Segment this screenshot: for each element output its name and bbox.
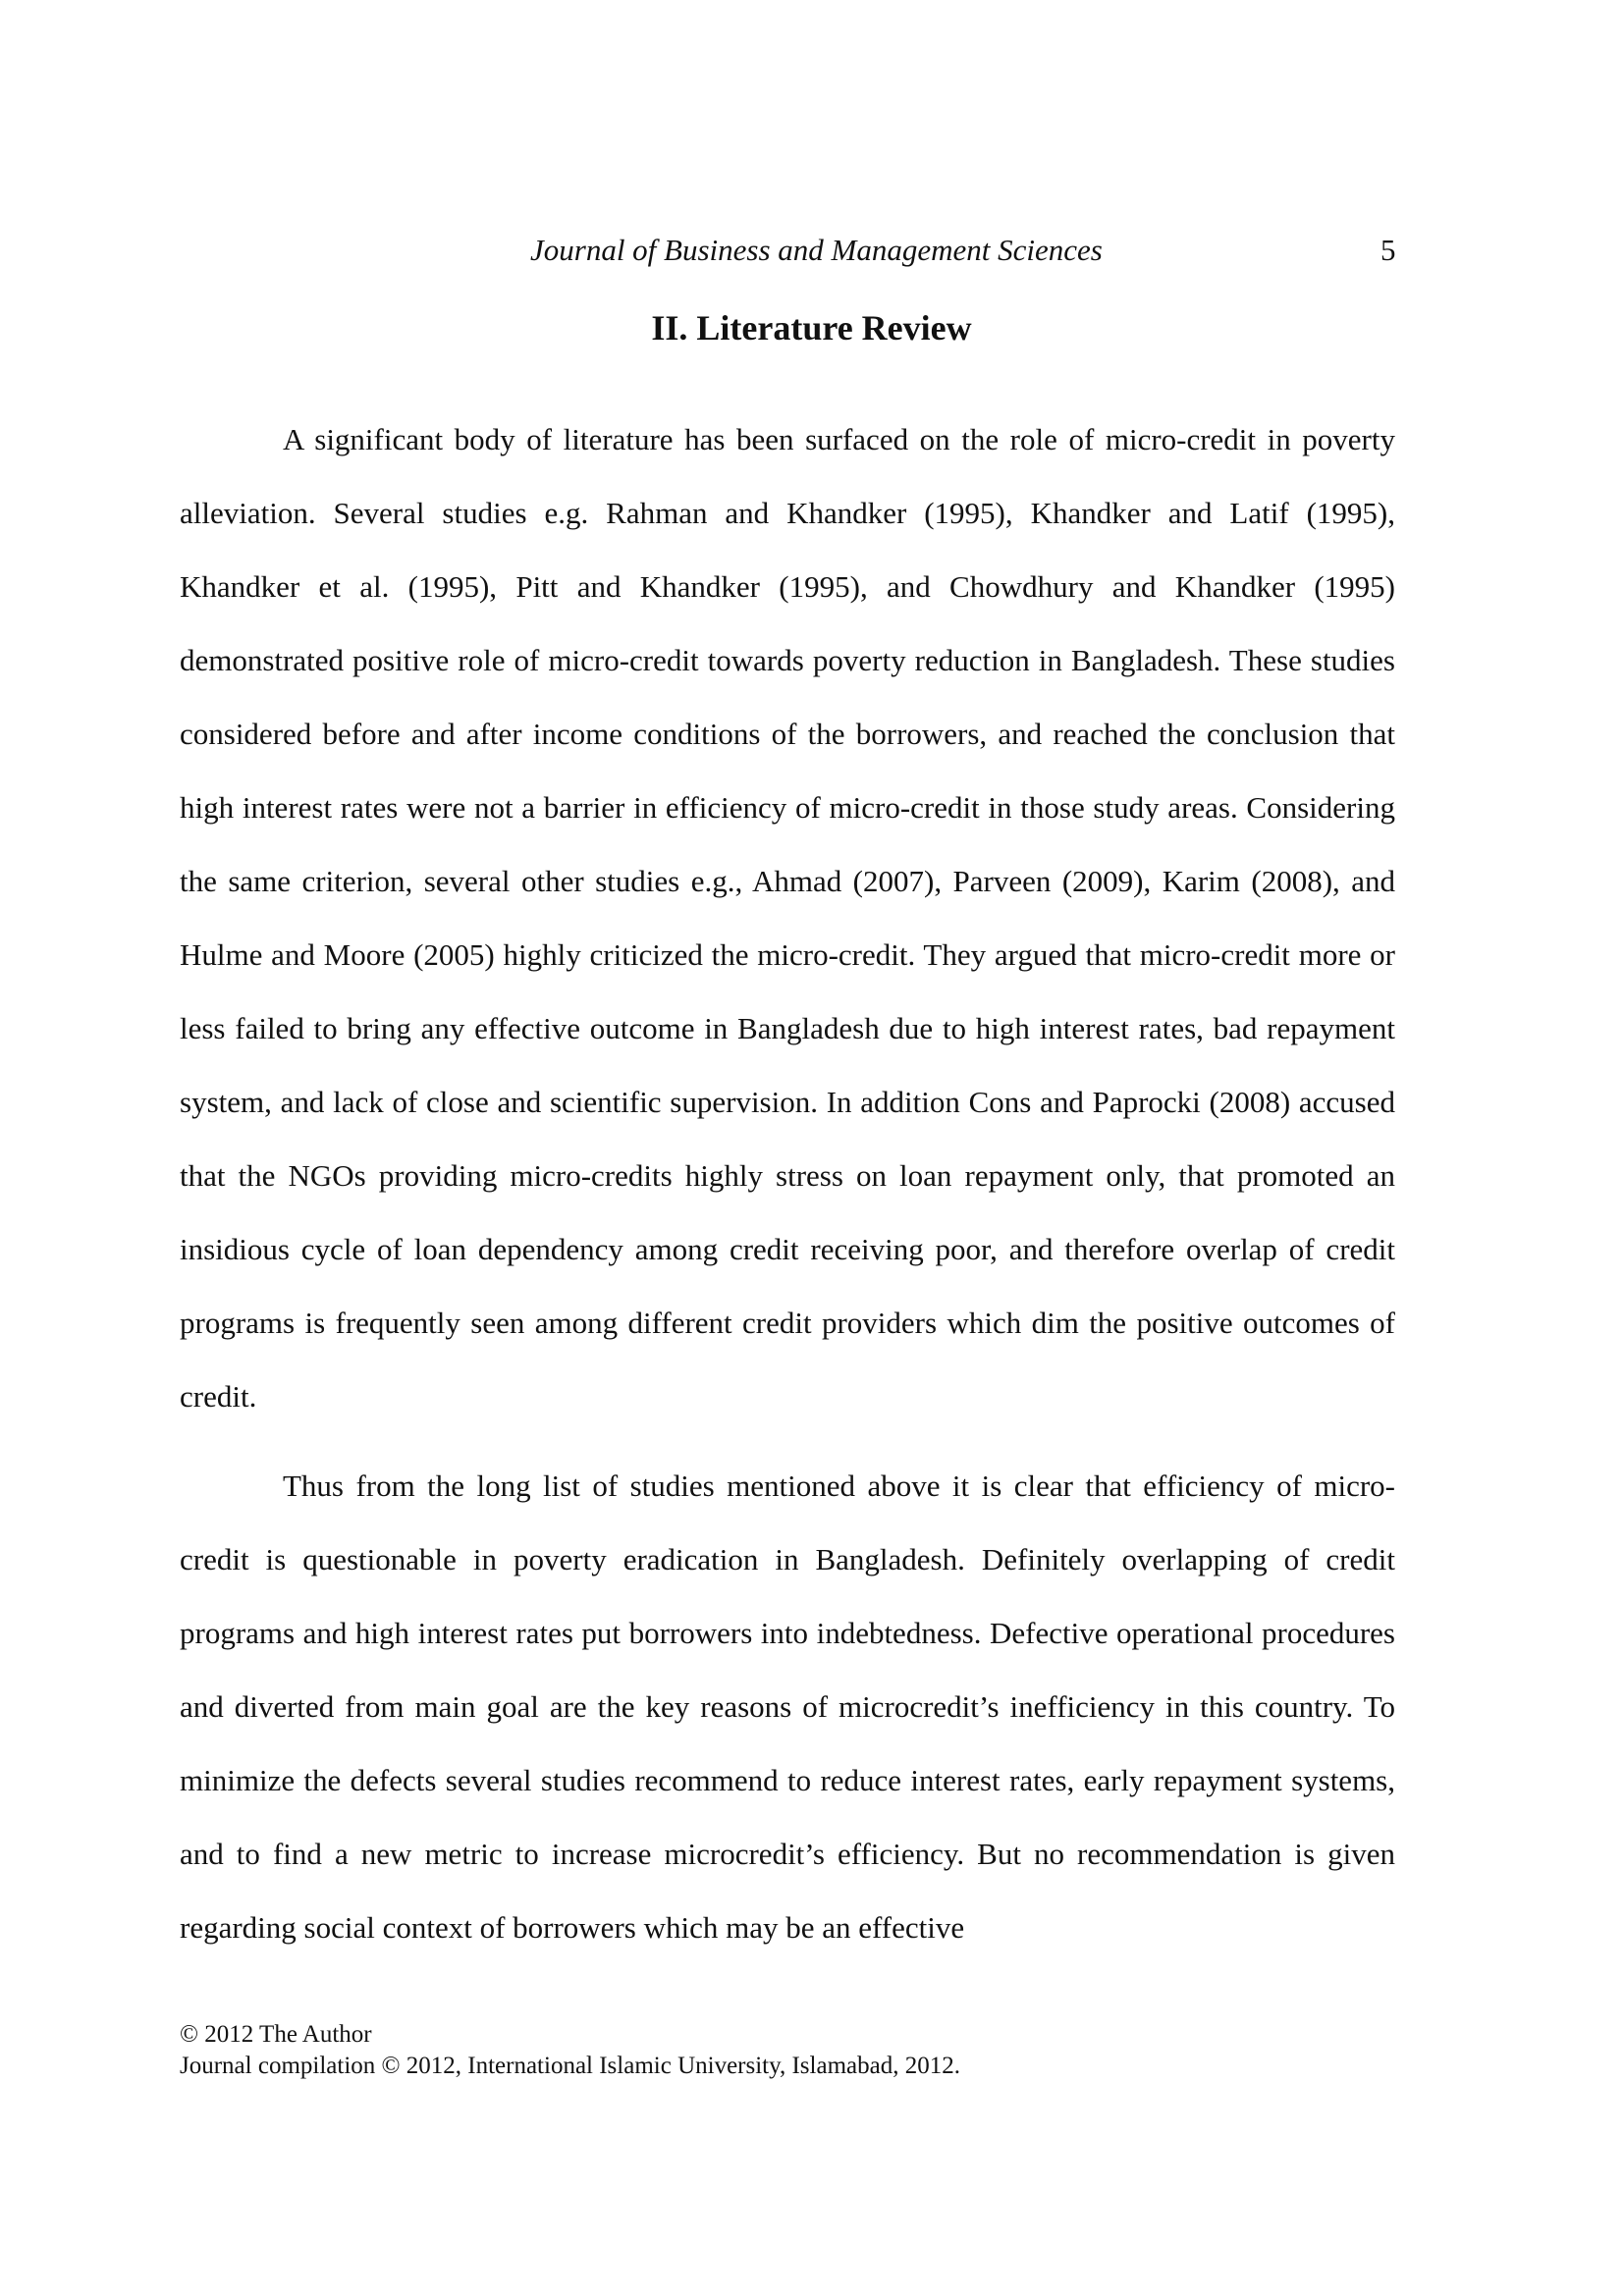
journal-compilation-line: Journal compilation © 2012, International Islamic University, Islamabad, 2012. (180, 2053, 960, 2079)
journal-name: Journal of Business and Management Sciences (530, 233, 1103, 267)
paragraph: Thus from the long list of studies mentioned above it is clear that efficiency of micro-credit is questionable in poverty eradication in Bangladesh. Definitely overlapping of credit programs and high interest rates put borrowers into indebtedness. Defective operational procedures and diverted from main goal are the key reasons of microcredit’s inefficiency in this country. To minimize the defects several studies recommend to reduce interest rates, early repayment systems, and to find a new metric to increase microcredit’s efficiency. But no recommendation is given regarding social context of borrowers which may be an effective (180, 1468, 1395, 1945)
page-footer (180, 2019, 1395, 2082)
page-number: 5 (1380, 233, 1396, 267)
copyright-line: © 2012 The Author (180, 2021, 372, 2048)
body-text (180, 402, 1395, 1980)
section-heading: II. Literature Review (651, 308, 972, 347)
paragraph: A significant body of literature has been surfaced on the role of micro-credit in poverty alleviation. Several studies e.g. Rahman and Khandker (1995), Khandker and Latif (1995), Khandker et al. (1995), Pitt and Khandker (1995), and Chowdhury and Khandker (1995) demonstrated positive role of micro-credit towards poverty reduction in Bangladesh. These studies considered before and after income conditions of the borrowers, and reached the conclusion that high interest rates were not a barrier in efficiency of micro-credit in those study areas. Considering the same criterion, several other studies e.g., Ahmad (2007), Parveen (2009), Karim (2008), and Hulme and Moore (2005) highly criticized the micro-credit. They argued that micro-credit more or less failed to bring any effective outcome in Bangladesh due to high interest rates, bad repayment system, and lack of close and scientific supervision. In addition Cons and Paprocki (2008) accused that the NGOs providing micro-credits highly stress on loan repayment only, that promoted an insidious cycle of loan dependency among credit receiving poor, and therefore overlap of credit programs is frequently seen among different credit providers which dim the positive outcomes of credit. (180, 422, 1395, 1414)
running-header (0, 229, 1623, 272)
